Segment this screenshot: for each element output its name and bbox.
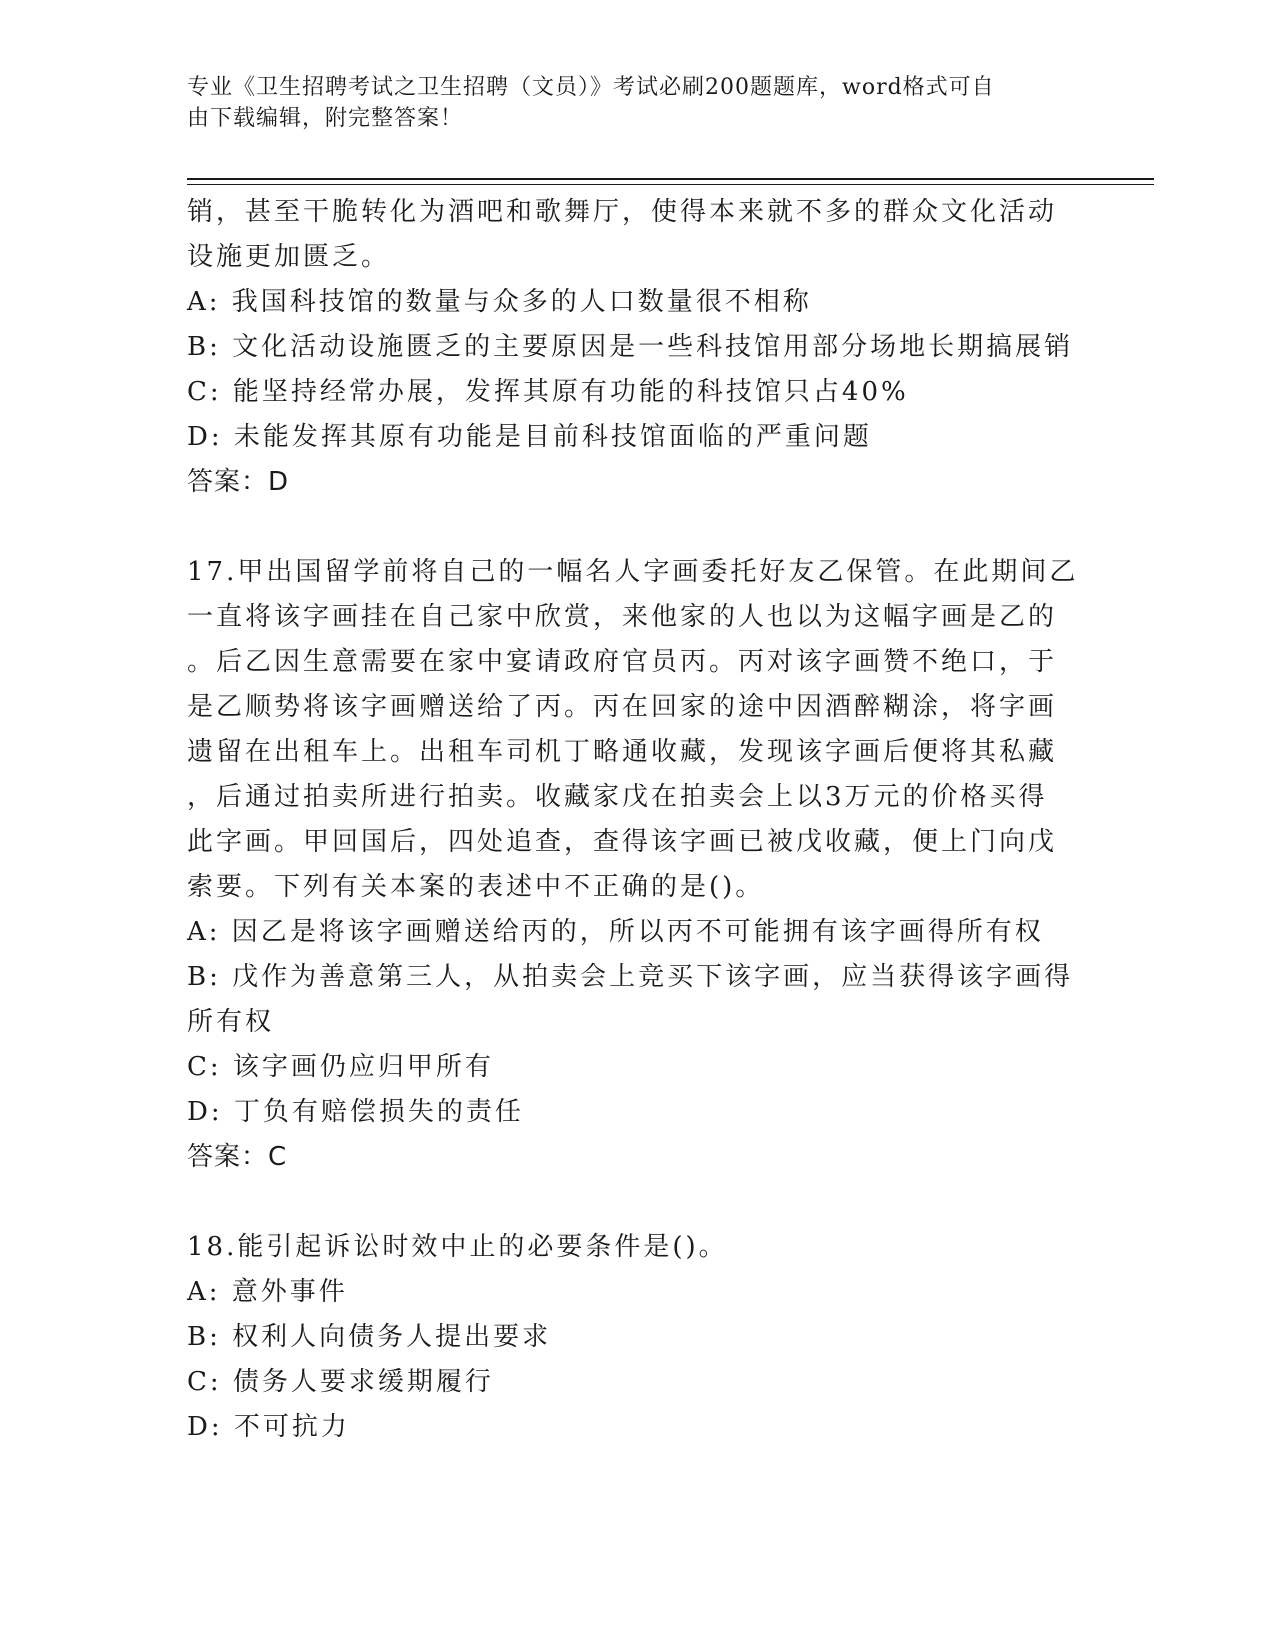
question-text-line: 17.甲出国留学前将自己的一幅名人字画委托好友乙保管。在此期间乙 xyxy=(187,557,1079,587)
question-text-line: ，后通过拍卖所进行拍卖。收藏家戊在拍卖会上以3万元的价格买得 xyxy=(187,782,1048,812)
spacer xyxy=(187,505,1077,550)
document-header xyxy=(187,72,1067,134)
answer-label: 答案：D xyxy=(187,467,290,497)
question-17 xyxy=(187,550,1077,1180)
question-text-line: 设施更加匮乏。 xyxy=(187,242,391,272)
question-text-line: 是乙顺势将该字画赠送给了丙。丙在回家的途中因酒醉糊涂，将字画 xyxy=(187,692,1058,722)
question-text-line: 。后乙因生意需要在家中宴请政府官员丙。丙对该字画赞不绝口，于 xyxy=(187,647,1058,677)
header-line-2: 由下载编辑，附完整答案！ xyxy=(187,106,464,131)
option-b: B: 戊作为善意第三人，从拍卖会上竞买下该字画，应当获得该字画得 xyxy=(187,962,1074,992)
option-c: C: 能坚持经常办展，发挥其原有功能的科技馆只占40% xyxy=(187,377,909,407)
option-d: D: 丁负有赔偿损失的责任 xyxy=(187,1097,524,1127)
question-text-line: 索要。下列有关本案的表述中不正确的是()。 xyxy=(187,872,765,902)
header-rule-thick xyxy=(187,178,1154,180)
option-d: D: 不可抗力 xyxy=(187,1412,350,1442)
question-text-line: 一直将该字画挂在自己家中欣赏，来他家的人也以为这幅字画是乙的 xyxy=(187,602,1058,632)
answer-label: 答案：C xyxy=(187,1142,288,1172)
header-line-1: 专业《卫生招聘考试之卫生招聘（文员）》考试必刷200题题库，word格式可自 xyxy=(187,75,995,100)
option-a: A: 意外事件 xyxy=(187,1277,348,1307)
question-16 xyxy=(187,190,1077,505)
option-b: B: 权利人向债务人提出要求 xyxy=(187,1322,552,1352)
header-rule-thin xyxy=(187,184,1154,185)
question-text-line: 18.能引起诉讼时效中止的必要条件是()。 xyxy=(187,1232,728,1262)
question-text-line: 销，甚至干脆转化为酒吧和歌舞厅，使得本来就不多的群众文化活动 xyxy=(187,197,1058,227)
option-b: B: 文化活动设施匮乏的主要原因是一些科技馆用部分场地长期搞展销 xyxy=(187,332,1074,362)
document-body xyxy=(187,190,1077,1450)
option-b-continued: 所有权 xyxy=(187,1007,275,1037)
question-text-line: 遗留在出租车上。出租车司机丁略通收藏，发现该字画后便将其私藏 xyxy=(187,737,1058,767)
question-text-line: 此字画。甲回国后，四处追查，查得该字画已被戊收藏，便上门向戊 xyxy=(187,827,1058,857)
option-c: C: 债务人要求缓期履行 xyxy=(187,1367,494,1397)
question-18 xyxy=(187,1225,1077,1450)
option-c: C: 该字画仍应归甲所有 xyxy=(187,1052,494,1082)
option-d: D: 未能发挥其原有功能是目前科技馆面临的严重问题 xyxy=(187,422,872,452)
spacer xyxy=(187,1180,1077,1225)
option-a: A: 因乙是将该字画赠送给丙的，所以丙不可能拥有该字画得所有权 xyxy=(187,917,1044,947)
option-a: A: 我国科技馆的数量与众多的人口数量很不相称 xyxy=(187,287,812,317)
